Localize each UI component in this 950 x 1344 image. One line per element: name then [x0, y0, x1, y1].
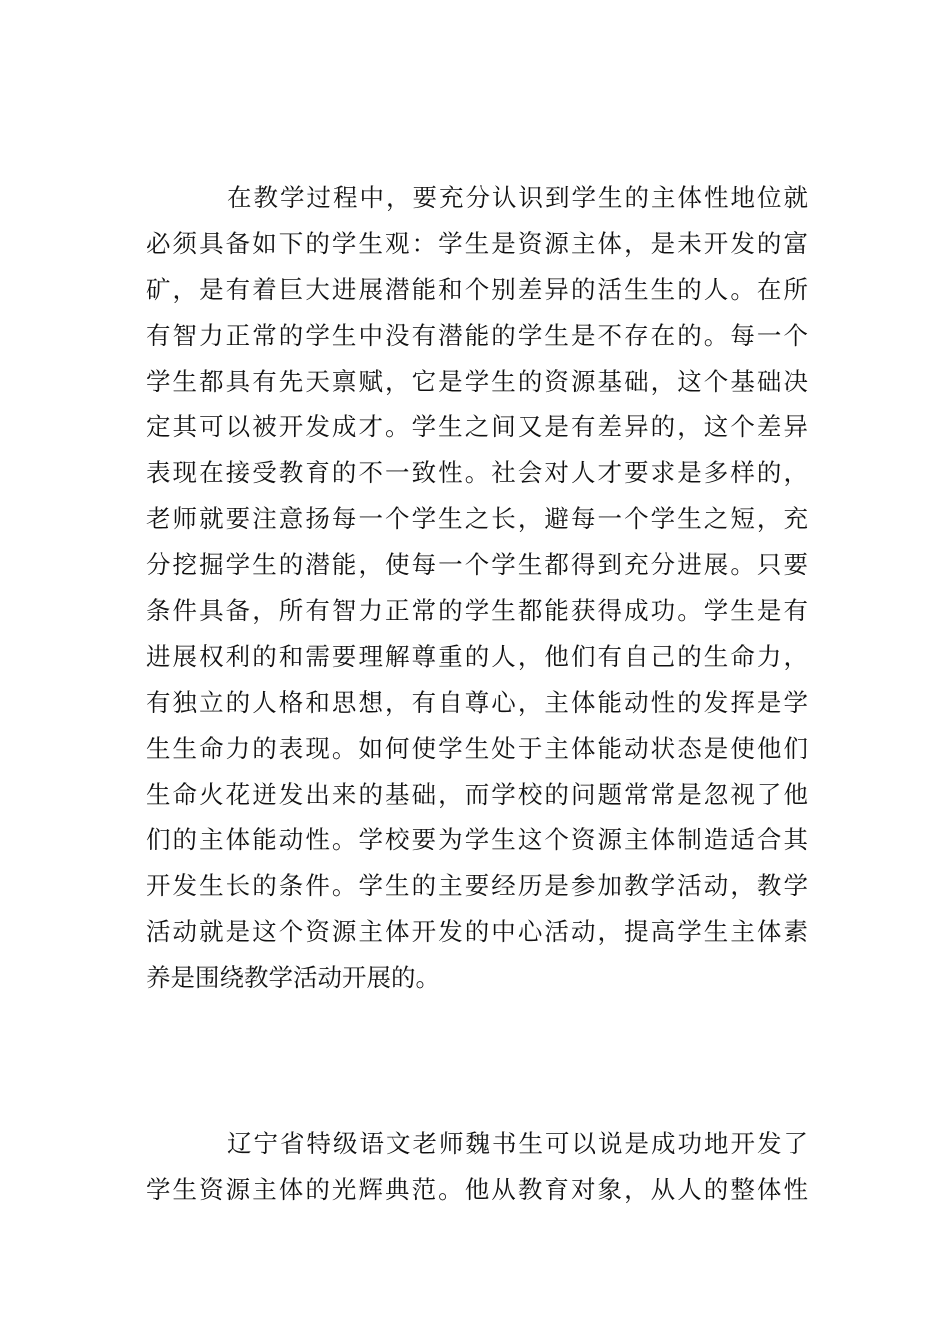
- paragraph-line: 养是围绕教学活动开展的。: [146, 963, 440, 993]
- paragraph-line: 有智力正常的学生中没有潜能的学生是不存在的。每一个: [146, 320, 808, 350]
- paragraph-line: 活动就是这个资源主体开发的中心活动，提高学生主体素: [146, 917, 808, 947]
- paragraph-line: 生生命力的表现。如何使学生处于主体能动状态是使他们: [146, 733, 808, 763]
- paragraph-line: 学生都具有先天禀赋，它是学生的资源基础，这个基础决: [146, 366, 808, 396]
- paragraph-line: 定其可以被开发成才。学生之间又是有差异的，这个差异: [146, 412, 808, 442]
- paragraph-2: [146, 1121, 808, 1213]
- paragraph-line: 辽宁省特级语文老师魏书生可以说是成功地开发了: [227, 1129, 808, 1158]
- paragraph-line: 开发生长的条件。学生的主要经历是参加教学活动，教学: [146, 871, 808, 901]
- paragraph-line: 分挖掘学生的潜能，使每一个学生都得到充分进展。只要: [146, 550, 808, 580]
- paragraph-1: [146, 175, 808, 1001]
- paragraph-line: 在教学过程中，要充分认识到学生的主体性地位就: [227, 183, 808, 212]
- paragraph-line: 老师就要注意扬每一个学生之长，避每一个学生之短，充: [146, 504, 808, 534]
- paragraph-line: 必须具备如下的学生观：学生是资源主体，是未开发的富: [146, 228, 808, 258]
- paragraph-line: 进展权利的和需要理解尊重的人，他们有自己的生命力，: [146, 641, 808, 671]
- paragraph-line: 条件具备，所有智力正常的学生都能获得成功。学生是有: [146, 596, 808, 626]
- paragraph-line: 表现在接受教育的不一致性。社会对人才要求是多样的，: [146, 458, 808, 488]
- paragraph-line: 矿，是有着巨大进展潜能和个别差异的活生生的人。在所: [146, 274, 808, 304]
- paragraph-line: 有独立的人格和思想，有自尊心，主体能动性的发挥是学: [146, 687, 808, 717]
- paragraph-line: 学生资源主体的光辉典范。他从教育对象，从人的整体性: [146, 1174, 808, 1204]
- paragraph-line: 们的主体能动性。学校要为学生这个资源主体制造适合其: [146, 825, 808, 855]
- paragraph-line: 生命火花迸发出来的基础，而学校的问题常常是忽视了他: [146, 779, 808, 809]
